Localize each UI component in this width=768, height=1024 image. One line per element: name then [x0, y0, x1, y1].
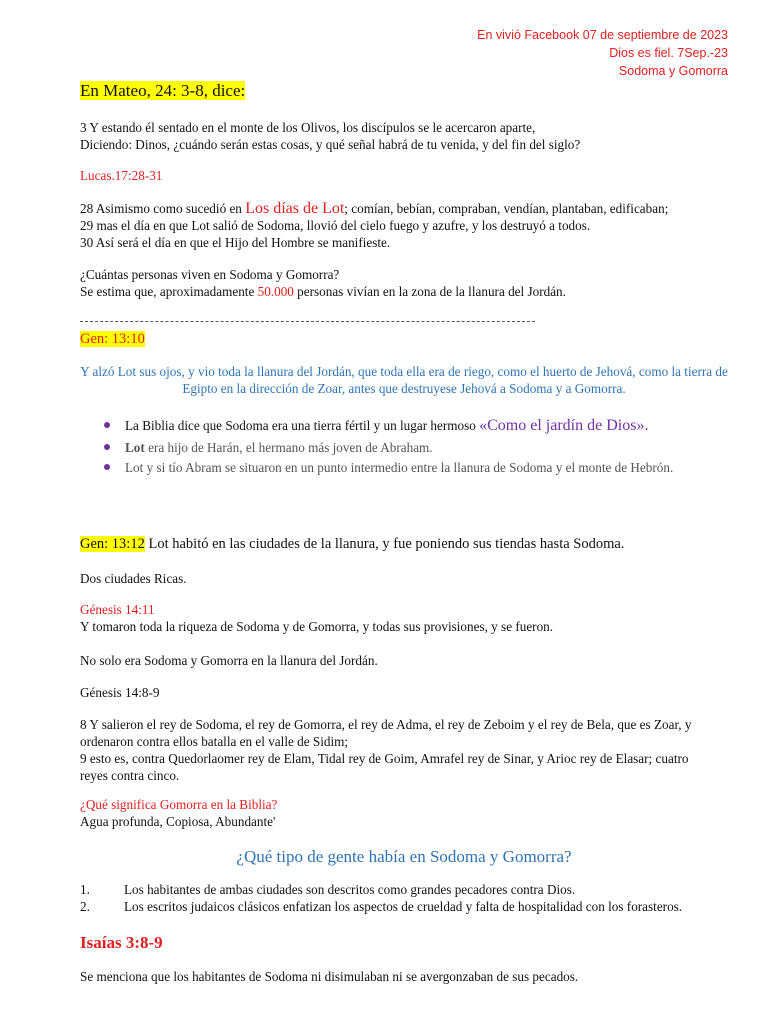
bullet-dot-icon	[104, 444, 110, 450]
lucas-v28-highlight: Los días de Lot	[245, 200, 345, 217]
gen1489-verses	[80, 716, 732, 784]
significado-block	[80, 796, 732, 830]
no-solo-text: No solo era Sodoma y Gomorra en la llanura del Jordán.	[80, 653, 378, 668]
bullet-item	[80, 417, 732, 434]
poblacion-answer-pre: Se estima que, aproximadamente	[80, 284, 258, 299]
list-item-number: 1.	[80, 882, 90, 897]
list-item	[80, 881, 732, 898]
mateo-line-1: 3 Y estando él sentado en el monte de los Olivos, los discípulos se le acercaron aparte,	[80, 120, 536, 135]
poblacion-block	[80, 266, 732, 300]
lucas-v28-pre: 28 Asimismo como sucedió en	[80, 201, 246, 216]
lucas-v28	[80, 200, 732, 217]
mateo-verses	[80, 119, 732, 153]
isaias-text: Se menciona que los habitantes de Sodoma ni disimulaban ni se avergonzaban de sus pecados.	[80, 969, 579, 984]
header-note	[477, 26, 728, 80]
bullet-dot-icon	[104, 464, 110, 470]
gen1489-v9a: 9 esto es, contra Quedorlaomer rey de Elam, Tidal rey de Goim, Amrafel rey de Sinar, y Arioc rey de Elasar; cuatro	[80, 751, 689, 766]
list-item-text: Los habitantes de ambas ciudades son descritos como grandes pecadores contra Dios.	[124, 882, 576, 897]
gen1489-v8a: 8 Y salieron el rey de Sodoma, el rey de Gomorra, el rey de Adma, el rey de Zeboim y el rey de Bela, que es Zoar, y	[80, 717, 692, 732]
poblacion-question: ¿Cuántas personas viven en Sodoma y Gomorra?	[80, 267, 340, 282]
mateo-line-2: Diciendo: Dinos, ¿cuándo serán estas cosas, y qué señal habrá de tu venida, y del fin del siglo?	[80, 137, 581, 152]
bullet-3-text: Lot y si tío Abram se situaron en un punto intermedio entre la llanura de Sodoma y el monte de Hebrón.	[125, 460, 674, 475]
header-line-3: Sodoma y Gomorra	[618, 64, 728, 78]
gen1489-v8b: ordenaron contra ellos batalla en el valle de Sidim;	[80, 734, 349, 749]
header-line-2: Dios es fiel. 7Sep.-23	[609, 46, 728, 60]
gen1310-quote: Y alzó Lot sus ojos, y vio toda la llanura del Jordán, que toda ella era de riego, como el huerto de Jehová, como la tierra de Egipto en la dirección de Zoar, antes que destruyese Jehová a Sodoma y a Gomorra.	[80, 364, 728, 396]
lucas-v28-post: ; comían, bebían, compraban, vendían, plantaban, edificaban;	[344, 201, 669, 216]
gen1411-text: Y tomaron toda la riqueza de Sodoma y de Gomorra, y todas sus provisiones, y se fueron.	[80, 619, 554, 634]
bullet-dot-icon	[104, 422, 110, 428]
isaias-ref: Isaías 3:8-9	[80, 933, 163, 952]
list-item	[80, 898, 732, 915]
lucas-ref: Lucas.17:28-31	[80, 168, 163, 183]
lucas-verses	[80, 200, 732, 251]
lucas-v29: 29 mas el día en que Lot salió de Sodoma, llovió del cielo fuego y azufre, y los destruyó a todos.	[80, 218, 591, 233]
gen1411-block	[80, 601, 732, 635]
list-item-text: Los escritos judaicos clásicos enfatizan los aspectos de crueldad y falta de hospitalidad con los forasteros.	[124, 899, 683, 914]
separator-line	[80, 321, 535, 322]
lucas-v30: 30 Así será el día en que el Hijo del Hombre se manifieste.	[80, 235, 391, 250]
bullet-2-name: Lot	[125, 440, 145, 455]
bullet-item	[80, 439, 732, 456]
gente-list	[80, 881, 732, 915]
significado-answer: Agua profunda, Copiosa, Abundante'	[80, 814, 276, 829]
poblacion-number: 50.000	[257, 284, 294, 299]
ciudades-ricas: Dos ciudades Ricas.	[80, 571, 187, 586]
bullet-1-text: La Biblia dice que Sodoma era una tierra fértil y un lugar hermoso	[125, 418, 480, 433]
gen1489-v9b: reyes contra cinco.	[80, 768, 180, 783]
poblacion-answer	[80, 283, 732, 300]
significado-question: ¿Qué significa Gomorra en la Biblia?	[80, 797, 278, 812]
bullet-item	[80, 459, 732, 476]
gen1310-bullets	[80, 417, 732, 476]
mateo-title: En Mateo, 24: 3-8, dice:	[80, 81, 246, 100]
gen1310-ref: Gen: 13:10	[80, 331, 145, 347]
gen1312-line	[80, 536, 732, 553]
bullet-1-highlight: «Como el jardín de Dios».	[479, 417, 649, 434]
gen1310-heading	[80, 331, 732, 348]
gen1489-ref: Génesis 14:8-9	[80, 685, 160, 700]
poblacion-answer-post: personas vivían en la zona de la llanura del Jordán.	[293, 284, 566, 299]
bullet-2-text: era hijo de Harán, el hermano más joven de Abraham.	[144, 440, 433, 455]
header-line-1: En vivió Facebook 07 de septiembre de 2023	[477, 28, 728, 42]
mateo-heading	[80, 82, 732, 99]
gen1312-ref: Gen: 13:12	[80, 536, 145, 552]
gen1312-text: Lot habitó en las ciudades de la llanura, y fue poniendo sus tiendas hasta Sodoma.	[144, 536, 625, 552]
gente-title: ¿Qué tipo de gente había en Sodoma y Gomorra?	[236, 847, 572, 866]
list-item-number: 2.	[80, 899, 90, 914]
gen1411-ref: Génesis 14:11	[80, 602, 155, 617]
